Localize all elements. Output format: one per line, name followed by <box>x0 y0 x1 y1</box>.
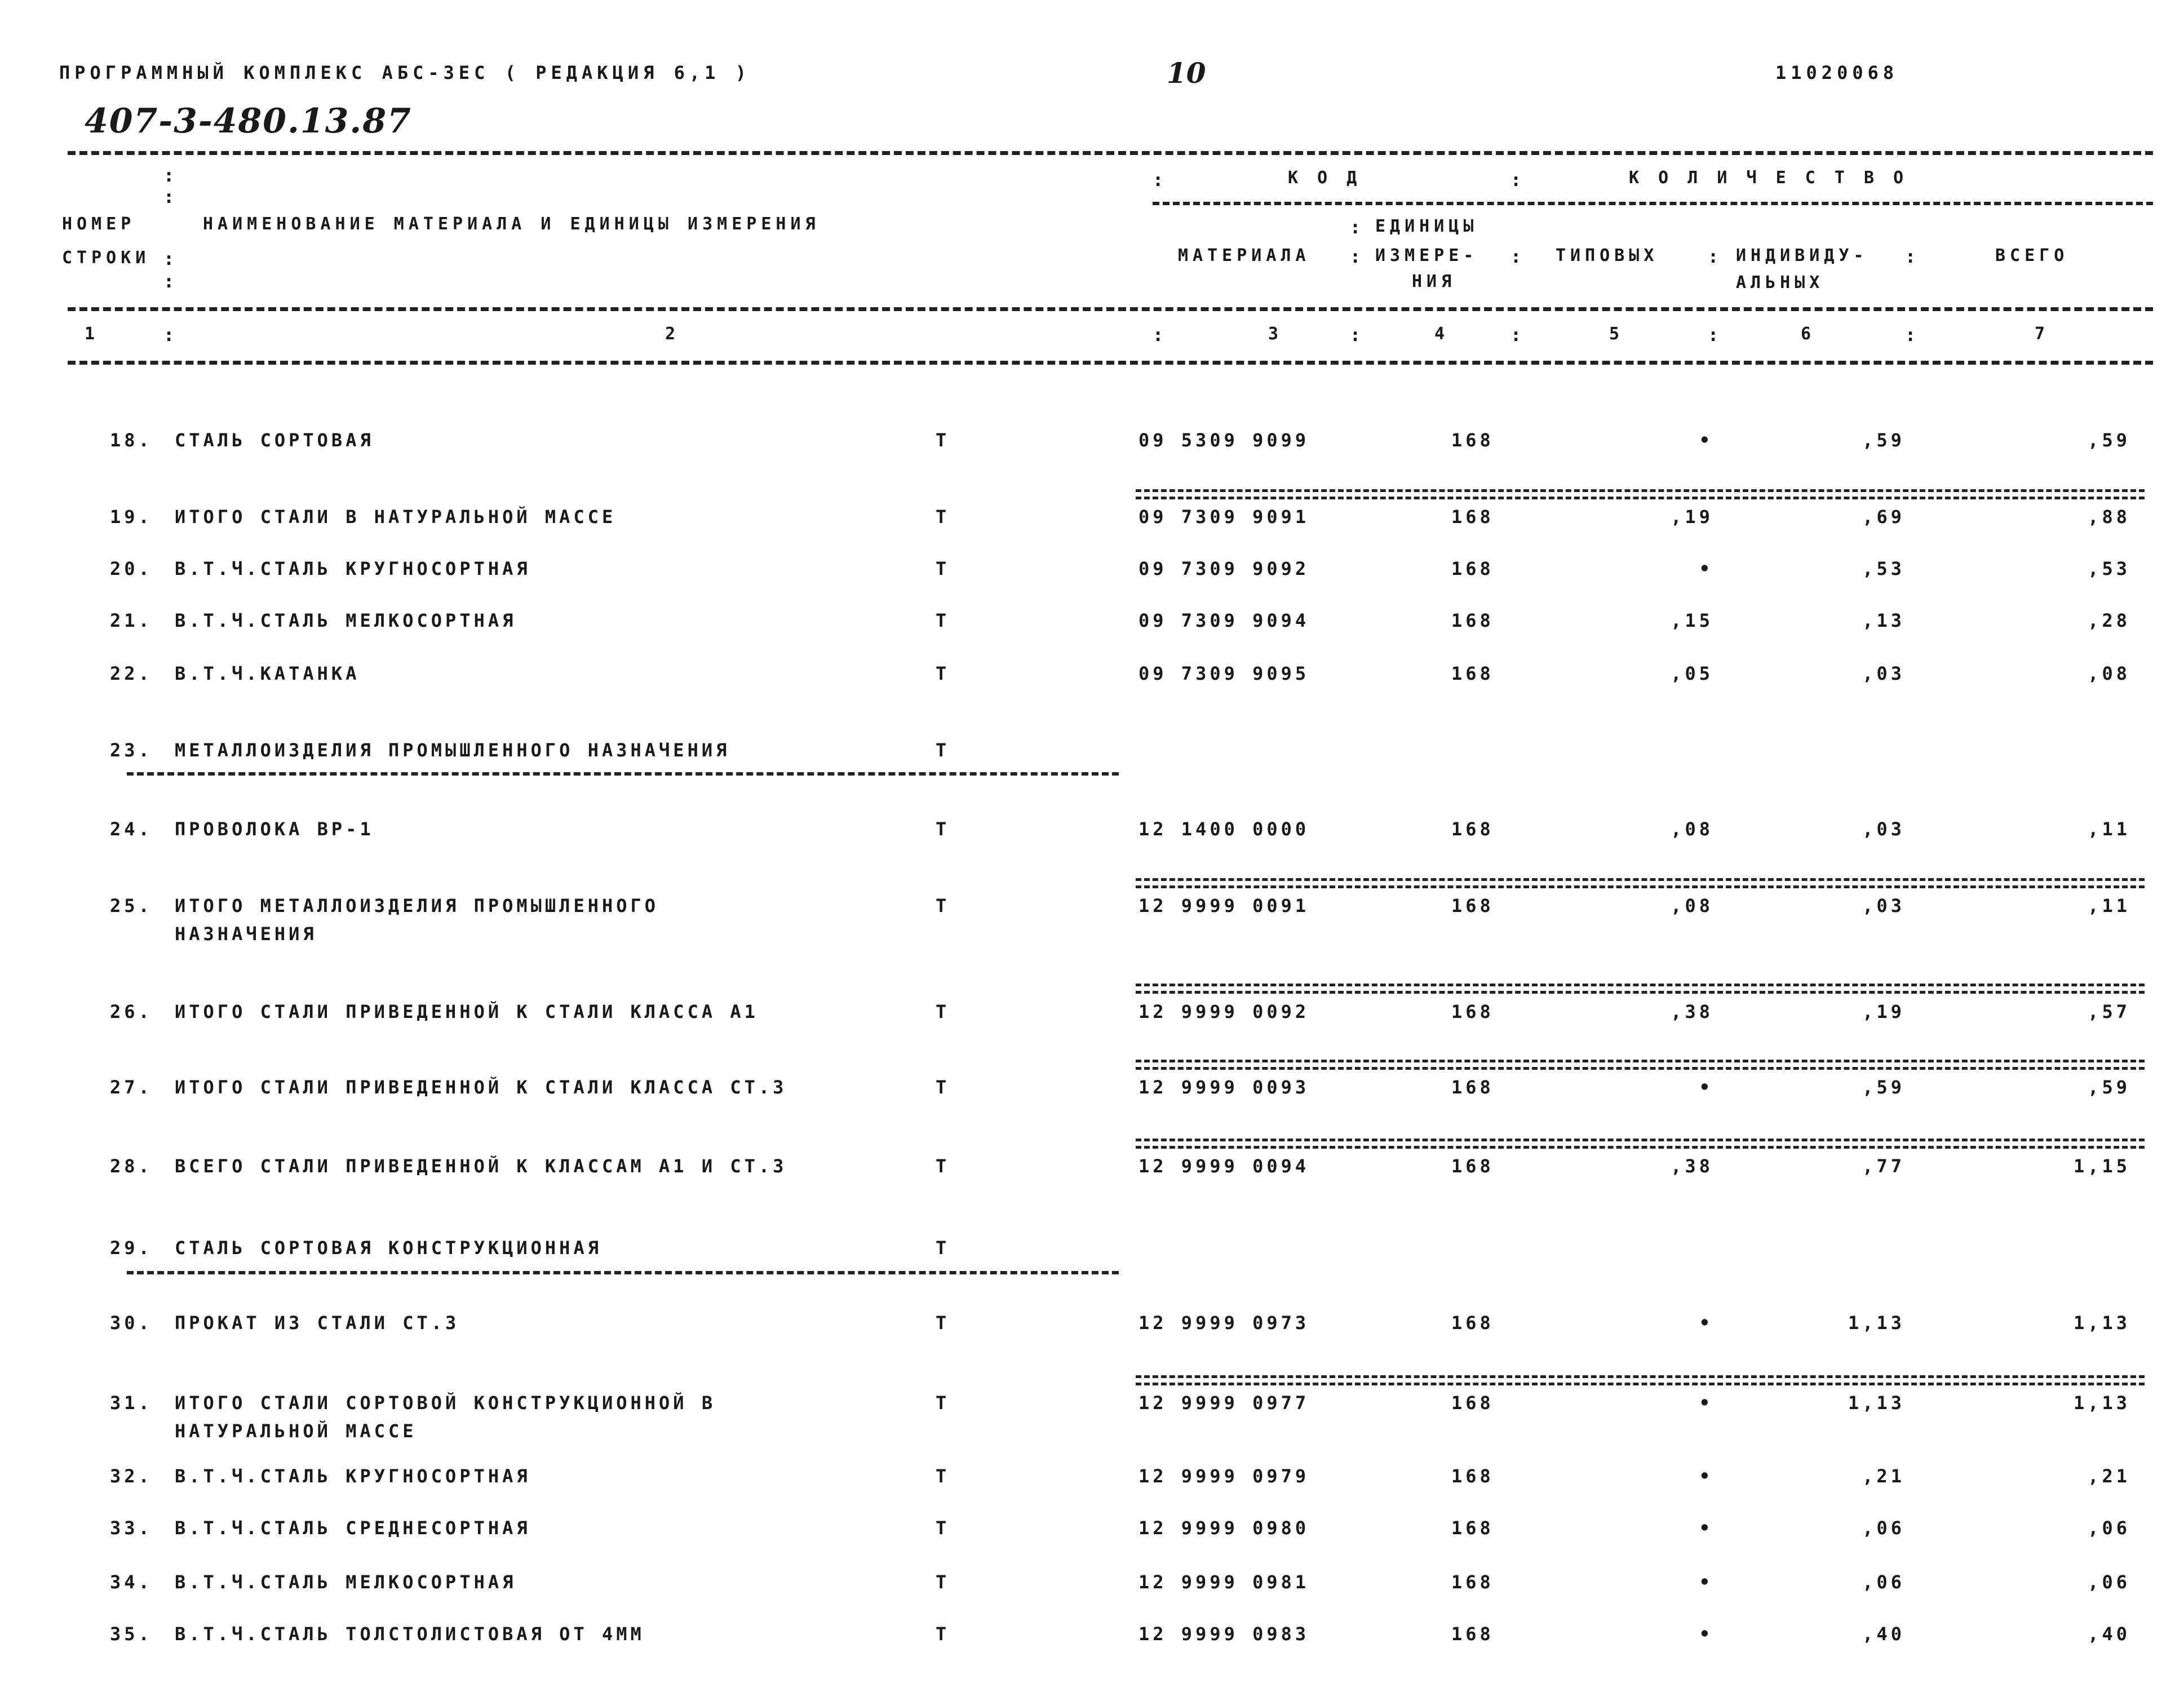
row-material-code: 09 5309 9099 <box>1138 429 1310 451</box>
row-name: ИТОГО СТАЛИ ПРИВЕДЕННОЙ К СТАЛИ КЛАССА СТ.3 <box>175 1077 787 1098</box>
table-row <box>0 895 2184 945</box>
col-sep: : <box>163 165 175 186</box>
col-sep: : <box>1510 169 1522 191</box>
row-name: ПРОВОЛОКА ВР-1 <box>175 818 374 840</box>
table-row <box>0 1312 2184 1357</box>
row-typical: ,38 <box>1671 1001 1713 1022</box>
row-unit-code: 168 <box>1451 1392 1494 1414</box>
row-number: 28. <box>110 1155 153 1177</box>
row-typical: • <box>1699 429 1713 451</box>
row-unit-code: 168 <box>1451 1155 1494 1177</box>
row-material-code: 12 9999 0094 <box>1138 1155 1310 1177</box>
row-typical: ,38 <box>1671 1155 1713 1177</box>
row-individual: ,69 <box>1862 506 1905 528</box>
row-unit-code: 168 <box>1451 1517 1494 1539</box>
row-number: 25. <box>110 895 153 916</box>
row-total: ,57 <box>2088 1001 2130 1022</box>
table-row <box>0 506 2184 551</box>
col-index-1: 1 <box>85 324 95 344</box>
header-qty-total: ВСЕГО <box>1995 246 2069 265</box>
row-material-code: 12 9999 0981 <box>1138 1571 1310 1593</box>
header-name: НАИМЕНОВАНИЕ МАТЕРИАЛА И ЕДИНИЦЫ ИЗМЕРЕНИЯ <box>203 214 820 234</box>
col-index-4: 4 <box>1434 324 1445 344</box>
col-sep: : <box>1153 169 1164 191</box>
col-sep: : <box>1510 324 1522 346</box>
row-individual: ,03 <box>1862 663 1905 684</box>
row-material-code: 12 1400 0000 <box>1138 818 1310 840</box>
header-code-unit-l1: ЕДИНИЦЫ <box>1375 216 1478 236</box>
row-typical: ,19 <box>1671 506 1713 528</box>
table-row <box>0 1001 2184 1046</box>
row-typical: • <box>1699 1465 1713 1487</box>
row-total: ,06 <box>2088 1517 2130 1539</box>
row-individual: ,03 <box>1862 818 1905 840</box>
index-bottom-rule <box>68 361 2153 365</box>
row-unit-code: 168 <box>1451 506 1494 528</box>
row-typical: ,15 <box>1671 610 1713 631</box>
header-mid-rule <box>1153 202 2153 205</box>
row-unit: Т <box>936 895 950 916</box>
table-row <box>0 1623 2184 1668</box>
row-total: ,53 <box>2088 558 2130 579</box>
header-code-group: К О Д <box>1288 168 1362 188</box>
table-row <box>0 1155 2184 1201</box>
row-unit-code: 168 <box>1451 1571 1494 1593</box>
col-sep: : <box>1708 324 1719 346</box>
row-typical: • <box>1699 1392 1713 1414</box>
header-qty-typical: ТИПОВЫХ <box>1556 246 1659 265</box>
row-unit: Т <box>936 558 950 579</box>
row-typical: • <box>1699 558 1713 579</box>
table-row <box>0 1392 2184 1442</box>
row-typical: • <box>1699 1571 1713 1593</box>
row-material-code: 12 9999 0091 <box>1138 895 1310 916</box>
col-sep: : <box>1153 324 1164 346</box>
row-material-code: 12 9999 0979 <box>1138 1465 1310 1487</box>
row-total: ,88 <box>2088 506 2130 528</box>
row-name-continued: НАЗНАЧЕНИЯ <box>175 923 317 945</box>
row-individual: ,59 <box>1862 429 1905 451</box>
row-unit: Т <box>936 739 950 761</box>
row-unit: Т <box>936 1077 950 1098</box>
row-total: ,06 <box>2088 1571 2130 1593</box>
row-total: ,28 <box>2088 610 2130 631</box>
row-number: 32. <box>110 1465 153 1487</box>
table-row <box>0 610 2184 655</box>
row-name: СТАЛЬ СОРТОВАЯ КОНСТРУКЦИОННАЯ <box>175 1237 602 1259</box>
row-name: В.Т.Ч.СТАЛЬ КРУГНОСОРТНАЯ <box>175 558 531 579</box>
row-typical: • <box>1699 1623 1713 1645</box>
header-qty-individual-l2: АЛЬНЫХ <box>1736 273 1824 293</box>
col-index-2: 2 <box>665 324 676 344</box>
row-number: 26. <box>110 1001 153 1022</box>
row-name: ИТОГО СТАЛИ В НАТУРАЛЬНОЙ МАССЕ <box>175 506 617 528</box>
row-unit: Т <box>936 1237 950 1259</box>
col-sep: : <box>163 186 175 207</box>
row-individual: ,06 <box>1862 1571 1905 1593</box>
subtotal-rule <box>1136 984 2145 994</box>
col-index-5: 5 <box>1609 324 1620 344</box>
row-individual: ,40 <box>1862 1623 1905 1645</box>
row-name: В.Т.Ч.СТАЛЬ КРУГНОСОРТНАЯ <box>175 1465 531 1487</box>
row-number: 27. <box>110 1077 153 1098</box>
row-unit-code: 168 <box>1451 1465 1494 1487</box>
row-unit-code: 168 <box>1451 1312 1494 1334</box>
header-code-unit-l3: НИЯ <box>1412 272 1456 291</box>
row-unit: Т <box>936 663 950 684</box>
row-unit-code: 168 <box>1451 610 1494 631</box>
header-code-material: МАТЕРИАЛА <box>1178 246 1310 265</box>
row-total: 1,13 <box>2073 1312 2130 1334</box>
col-sep: : <box>1905 324 1916 346</box>
row-individual: ,06 <box>1862 1517 1905 1539</box>
col-sep: : <box>1905 246 1916 267</box>
table-row <box>0 663 2184 708</box>
row-unit: Т <box>936 1465 950 1487</box>
subtotal-rule <box>1136 1139 2145 1149</box>
row-material-code: 09 7309 9094 <box>1138 610 1310 631</box>
row-name-continued: НАТУРАЛЬНОЙ МАССЕ <box>175 1420 417 1442</box>
row-name: В.Т.Ч.СТАЛЬ МЕЛКОСОРТНАЯ <box>175 610 517 631</box>
row-unit-code: 168 <box>1451 663 1494 684</box>
row-material-code: 09 7309 9095 <box>1138 663 1310 684</box>
row-number: 23. <box>110 739 153 761</box>
table-row <box>0 558 2184 603</box>
row-unit-code: 168 <box>1451 1001 1494 1022</box>
row-material-code: 09 7309 9091 <box>1138 506 1310 528</box>
handwritten-doc-code: 407-3-480.13.87 <box>85 101 412 141</box>
row-individual: ,77 <box>1862 1155 1905 1177</box>
row-name: В.Т.Ч.КАТАНКА <box>175 663 360 684</box>
col-sep: : <box>163 248 175 269</box>
row-number: 24. <box>110 818 153 840</box>
table-row <box>0 818 2184 863</box>
row-total: ,11 <box>2088 895 2130 916</box>
row-individual: ,21 <box>1862 1465 1905 1487</box>
row-unit: Т <box>936 1392 950 1414</box>
row-material-code: 12 9999 0983 <box>1138 1623 1310 1645</box>
table-row <box>0 1237 2184 1282</box>
row-individual: ,03 <box>1862 895 1905 916</box>
table-row <box>0 1517 2184 1562</box>
row-number: 21. <box>110 610 153 631</box>
table-row <box>0 1077 2184 1122</box>
table-top-rule <box>68 151 2153 155</box>
row-total: 1,13 <box>2073 1392 2130 1414</box>
row-name: ИТОГО СТАЛИ СОРТОВОЙ КОНСТРУКЦИОННОЙ В <box>175 1392 716 1414</box>
col-sep: : <box>163 324 175 346</box>
row-name: В.Т.Ч.СТАЛЬ СРЕДНЕСОРТНАЯ <box>175 1517 531 1539</box>
row-total: ,08 <box>2088 663 2130 684</box>
row-unit: Т <box>936 506 950 528</box>
row-name: МЕТАЛЛОИЗДЕЛИЯ ПРОМЫШЛЕННОГО НАЗНАЧЕНИЯ <box>175 739 730 761</box>
row-typical: ,05 <box>1671 663 1713 684</box>
row-unit: Т <box>936 610 950 631</box>
row-unit: Т <box>936 818 950 840</box>
table-row <box>0 739 2184 785</box>
row-unit: Т <box>936 1001 950 1022</box>
row-number: 33. <box>110 1517 153 1539</box>
header-qty-individual-l1: ИНДИВИДУ- <box>1736 246 1868 265</box>
row-number: 34. <box>110 1571 153 1593</box>
row-typical: • <box>1699 1077 1713 1098</box>
row-unit: Т <box>936 1517 950 1539</box>
row-individual: ,13 <box>1862 610 1905 631</box>
table-row <box>0 429 2184 475</box>
row-total: ,21 <box>2088 1465 2130 1487</box>
row-name: ВСЕГО СТАЛИ ПРИВЕДЕННОЙ К КЛАССАМ А1 И СТ.3 <box>175 1155 787 1177</box>
row-individual: 1,13 <box>1848 1392 1905 1414</box>
row-name: ПРОКАТ ИЗ СТАЛИ СТ.3 <box>175 1312 460 1334</box>
col-sep: : <box>1510 246 1522 267</box>
col-sep: : <box>1350 324 1361 346</box>
row-material-code: 12 9999 0092 <box>1138 1001 1310 1022</box>
row-total: ,59 <box>2088 1077 2130 1098</box>
subtotal-rule <box>1136 1060 2145 1070</box>
row-name: СТАЛЬ СОРТОВАЯ <box>175 429 374 451</box>
row-number: 22. <box>110 663 153 684</box>
row-unit: Т <box>936 1571 950 1593</box>
row-unit: Т <box>936 429 950 451</box>
row-unit-code: 168 <box>1451 895 1494 916</box>
row-unit-code: 168 <box>1451 1077 1494 1098</box>
program-title: ПРОГРАММНЫЙ КОМПЛЕКС АБС-ЗЕС ( РЕДАКЦИЯ 6,1 ) <box>59 62 751 83</box>
row-name: ИТОГО МЕТАЛЛОИЗДЕЛИЯ ПРОМЫШЛЕННОГО <box>175 895 659 916</box>
row-unit-code: 168 <box>1451 818 1494 840</box>
subtotal-rule <box>1136 878 2145 888</box>
row-name: ИТОГО СТАЛИ ПРИВЕДЕННОЙ К СТАЛИ КЛАССА А1 <box>175 1001 759 1022</box>
page-number: 10 <box>1167 56 1206 90</box>
row-unit-code: 168 <box>1451 558 1494 579</box>
row-unit: Т <box>936 1155 950 1177</box>
header-qty-group: К О Л И Ч Е С Т В О <box>1629 168 1908 188</box>
header-bottom-rule <box>68 307 2153 311</box>
row-number: 20. <box>110 558 153 579</box>
row-material-code: 12 9999 0093 <box>1138 1077 1310 1098</box>
row-number: 35. <box>110 1623 153 1645</box>
col-sep: : <box>1350 246 1361 267</box>
row-total: 1,15 <box>2073 1155 2130 1177</box>
col-sep: : <box>1708 246 1719 267</box>
subtotal-rule <box>1136 1375 2145 1385</box>
document-number: 11020068 <box>1775 62 1899 83</box>
col-sep: : <box>1350 216 1361 238</box>
row-number: 30. <box>110 1312 153 1334</box>
row-individual: ,59 <box>1862 1077 1905 1098</box>
row-total: ,59 <box>2088 429 2130 451</box>
row-unit-code: 168 <box>1451 429 1494 451</box>
col-sep: : <box>163 271 175 292</box>
row-typical: • <box>1699 1517 1713 1539</box>
table-row <box>0 1571 2184 1617</box>
row-number: 18. <box>110 429 153 451</box>
row-typical: ,08 <box>1671 895 1713 916</box>
col-index-6: 6 <box>1801 324 1811 344</box>
row-material-code: 12 9999 0980 <box>1138 1517 1310 1539</box>
row-individual: 1,13 <box>1848 1312 1905 1334</box>
row-material-code: 12 9999 0977 <box>1138 1392 1310 1414</box>
col-index-7: 7 <box>2035 324 2045 344</box>
row-typical: ,08 <box>1671 818 1713 840</box>
row-individual: ,53 <box>1862 558 1905 579</box>
row-total: ,40 <box>2088 1623 2130 1645</box>
row-material-code: 09 7309 9092 <box>1138 558 1310 579</box>
row-total: ,11 <box>2088 818 2130 840</box>
row-number: 29. <box>110 1237 153 1259</box>
row-unit-code: 168 <box>1451 1623 1494 1645</box>
col-index-3: 3 <box>1268 324 1279 344</box>
row-individual: ,19 <box>1862 1001 1905 1022</box>
row-name: В.Т.Ч.СТАЛЬ ТОЛСТОЛИСТОВАЯ ОТ 4ММ <box>175 1623 645 1645</box>
row-typical: • <box>1699 1312 1713 1334</box>
subtotal-rule <box>1136 489 2145 499</box>
header-number-l2: СТРОКИ <box>62 248 150 268</box>
row-number: 19. <box>110 506 153 528</box>
row-material-code: 12 9999 0973 <box>1138 1312 1310 1334</box>
header-number-l1: НОМЕР <box>62 214 136 234</box>
row-name: В.Т.Ч.СТАЛЬ МЕЛКОСОРТНАЯ <box>175 1571 517 1593</box>
row-unit: Т <box>936 1623 950 1645</box>
table-row <box>0 1465 2184 1511</box>
header-code-unit-l2: ИЗМЕРЕ- <box>1375 246 1478 265</box>
row-unit: Т <box>936 1312 950 1334</box>
row-number: 31. <box>110 1392 153 1414</box>
